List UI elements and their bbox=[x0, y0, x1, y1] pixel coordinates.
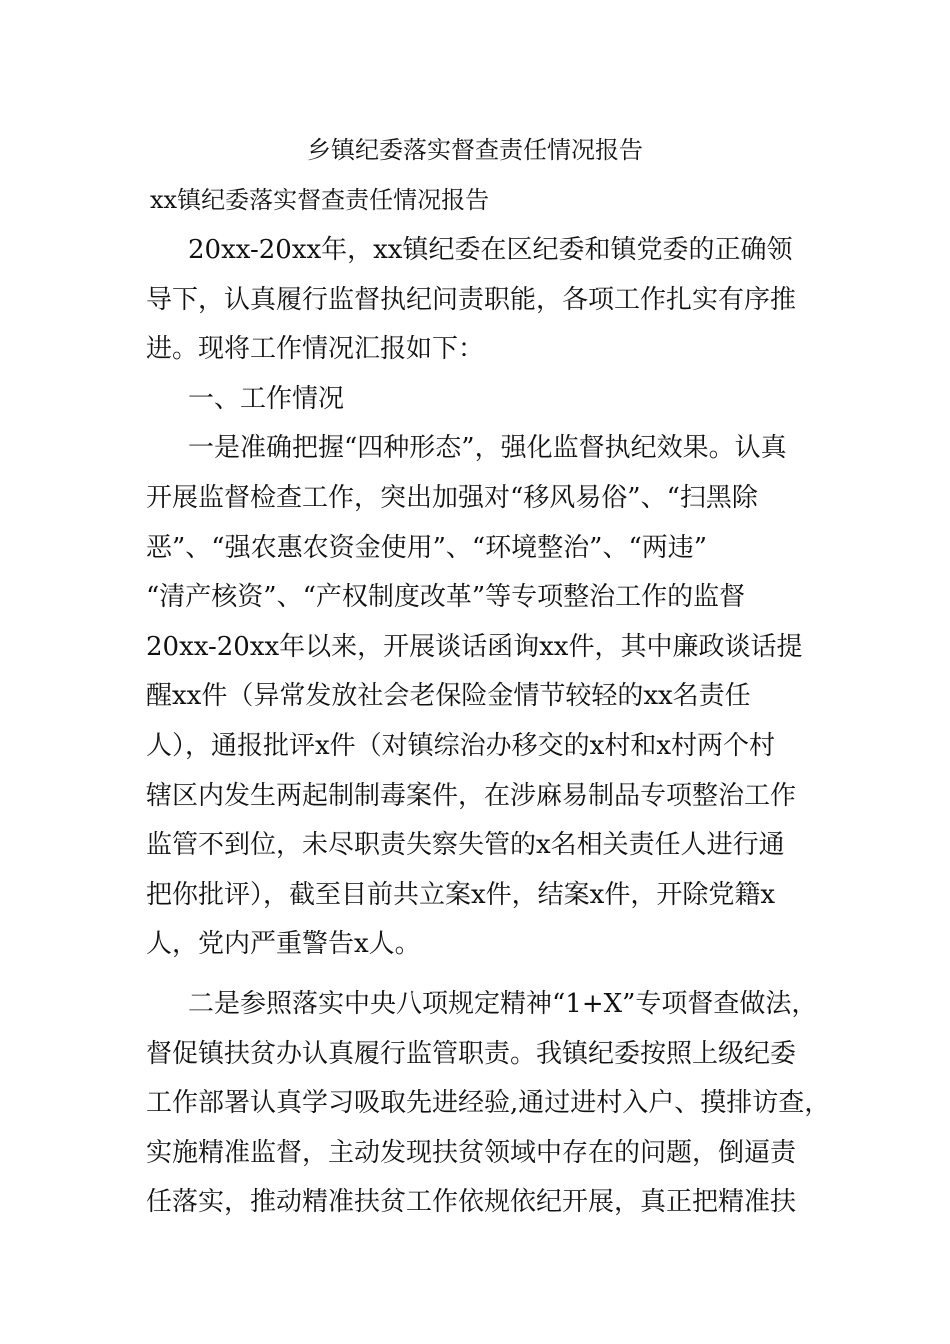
paragraph-one-line: 监管不到位，未尽职责失察失管的x名相关责任人进行通 bbox=[146, 830, 785, 861]
paragraph-one-line: 20xx-20xx年以来，开展谈话函询xx件，其中廉政谈话提 bbox=[146, 631, 803, 662]
document-subtitle: xx镇纪委落实督查责任情况报告 bbox=[150, 186, 490, 214]
intro-paragraph bbox=[146, 226, 814, 375]
paragraph-one-line: 辖区内发生两起制制毒案件，在涉麻易制品专项整治工作 bbox=[146, 780, 797, 811]
paragraph-one-line: 人），通报批评x件（对镇综治办移交的x村和x村两个村 bbox=[146, 730, 775, 761]
paragraph-one bbox=[146, 424, 814, 970]
paragraph-two-line: 任落实，推动精准扶贫工作依规依纪开展，真正把精准扶 bbox=[146, 1187, 797, 1218]
paragraph-two bbox=[146, 980, 831, 1228]
section-heading bbox=[146, 375, 814, 425]
paragraph-gap bbox=[146, 970, 814, 980]
intro-line: 导下，认真履行监督执纪问责职能，各项工作扎实有序推 bbox=[146, 284, 797, 315]
paragraph-two-line: 督促镇扶贫办认真履行监管职责。我镇纪委按照上级纪委 bbox=[146, 1038, 797, 1069]
paragraph-one-line: 把你批评），截至目前共立案x件，结案x件，开除党籍x bbox=[146, 879, 775, 910]
paragraph-one-line: 人，党内严重警告x人。 bbox=[146, 929, 421, 960]
intro-line: 进。现将工作情况汇报如下： bbox=[146, 334, 485, 365]
intro-line: 20xx-20xx年，xx镇纪委在区纪委和镇党委的正确领 bbox=[188, 235, 793, 265]
section-heading-text: 一、工作情况 bbox=[188, 383, 345, 414]
paragraph-two-line: 二是参照落实中央八项规定精神“1+X”专项督查做法， bbox=[188, 988, 818, 1019]
paragraph-one-line: 恶”、“强农惠农资金使用”、“环境整治”、“两违” bbox=[146, 532, 708, 563]
document-title: 乡镇纪委落实督查责任情况报告 bbox=[307, 136, 643, 164]
paragraph-one-line: 开展监督检查工作，突出加强对“移风易俗”、“扫黑除 bbox=[146, 482, 758, 513]
paragraph-two-line: 工作部署认真学习吸取先进经验,通过进村入户、摸排访查， bbox=[146, 1088, 831, 1119]
paragraph-two-line: 实施精准监督，主动发现扶贫领域中存在的问题，倒逼责 bbox=[146, 1137, 797, 1168]
document-body bbox=[146, 226, 831, 1228]
paragraph-one-line: 一是准确把握“四种形态”，强化监督执纪效果。认真 bbox=[188, 433, 787, 464]
paragraph-one-line: 醒xx件（异常发放社会老保险金情节较轻的xx名责任 bbox=[146, 681, 751, 712]
paragraph-one-line: “清产核资”、“产权制度改革”等专项整治工作的监督 bbox=[146, 582, 746, 613]
